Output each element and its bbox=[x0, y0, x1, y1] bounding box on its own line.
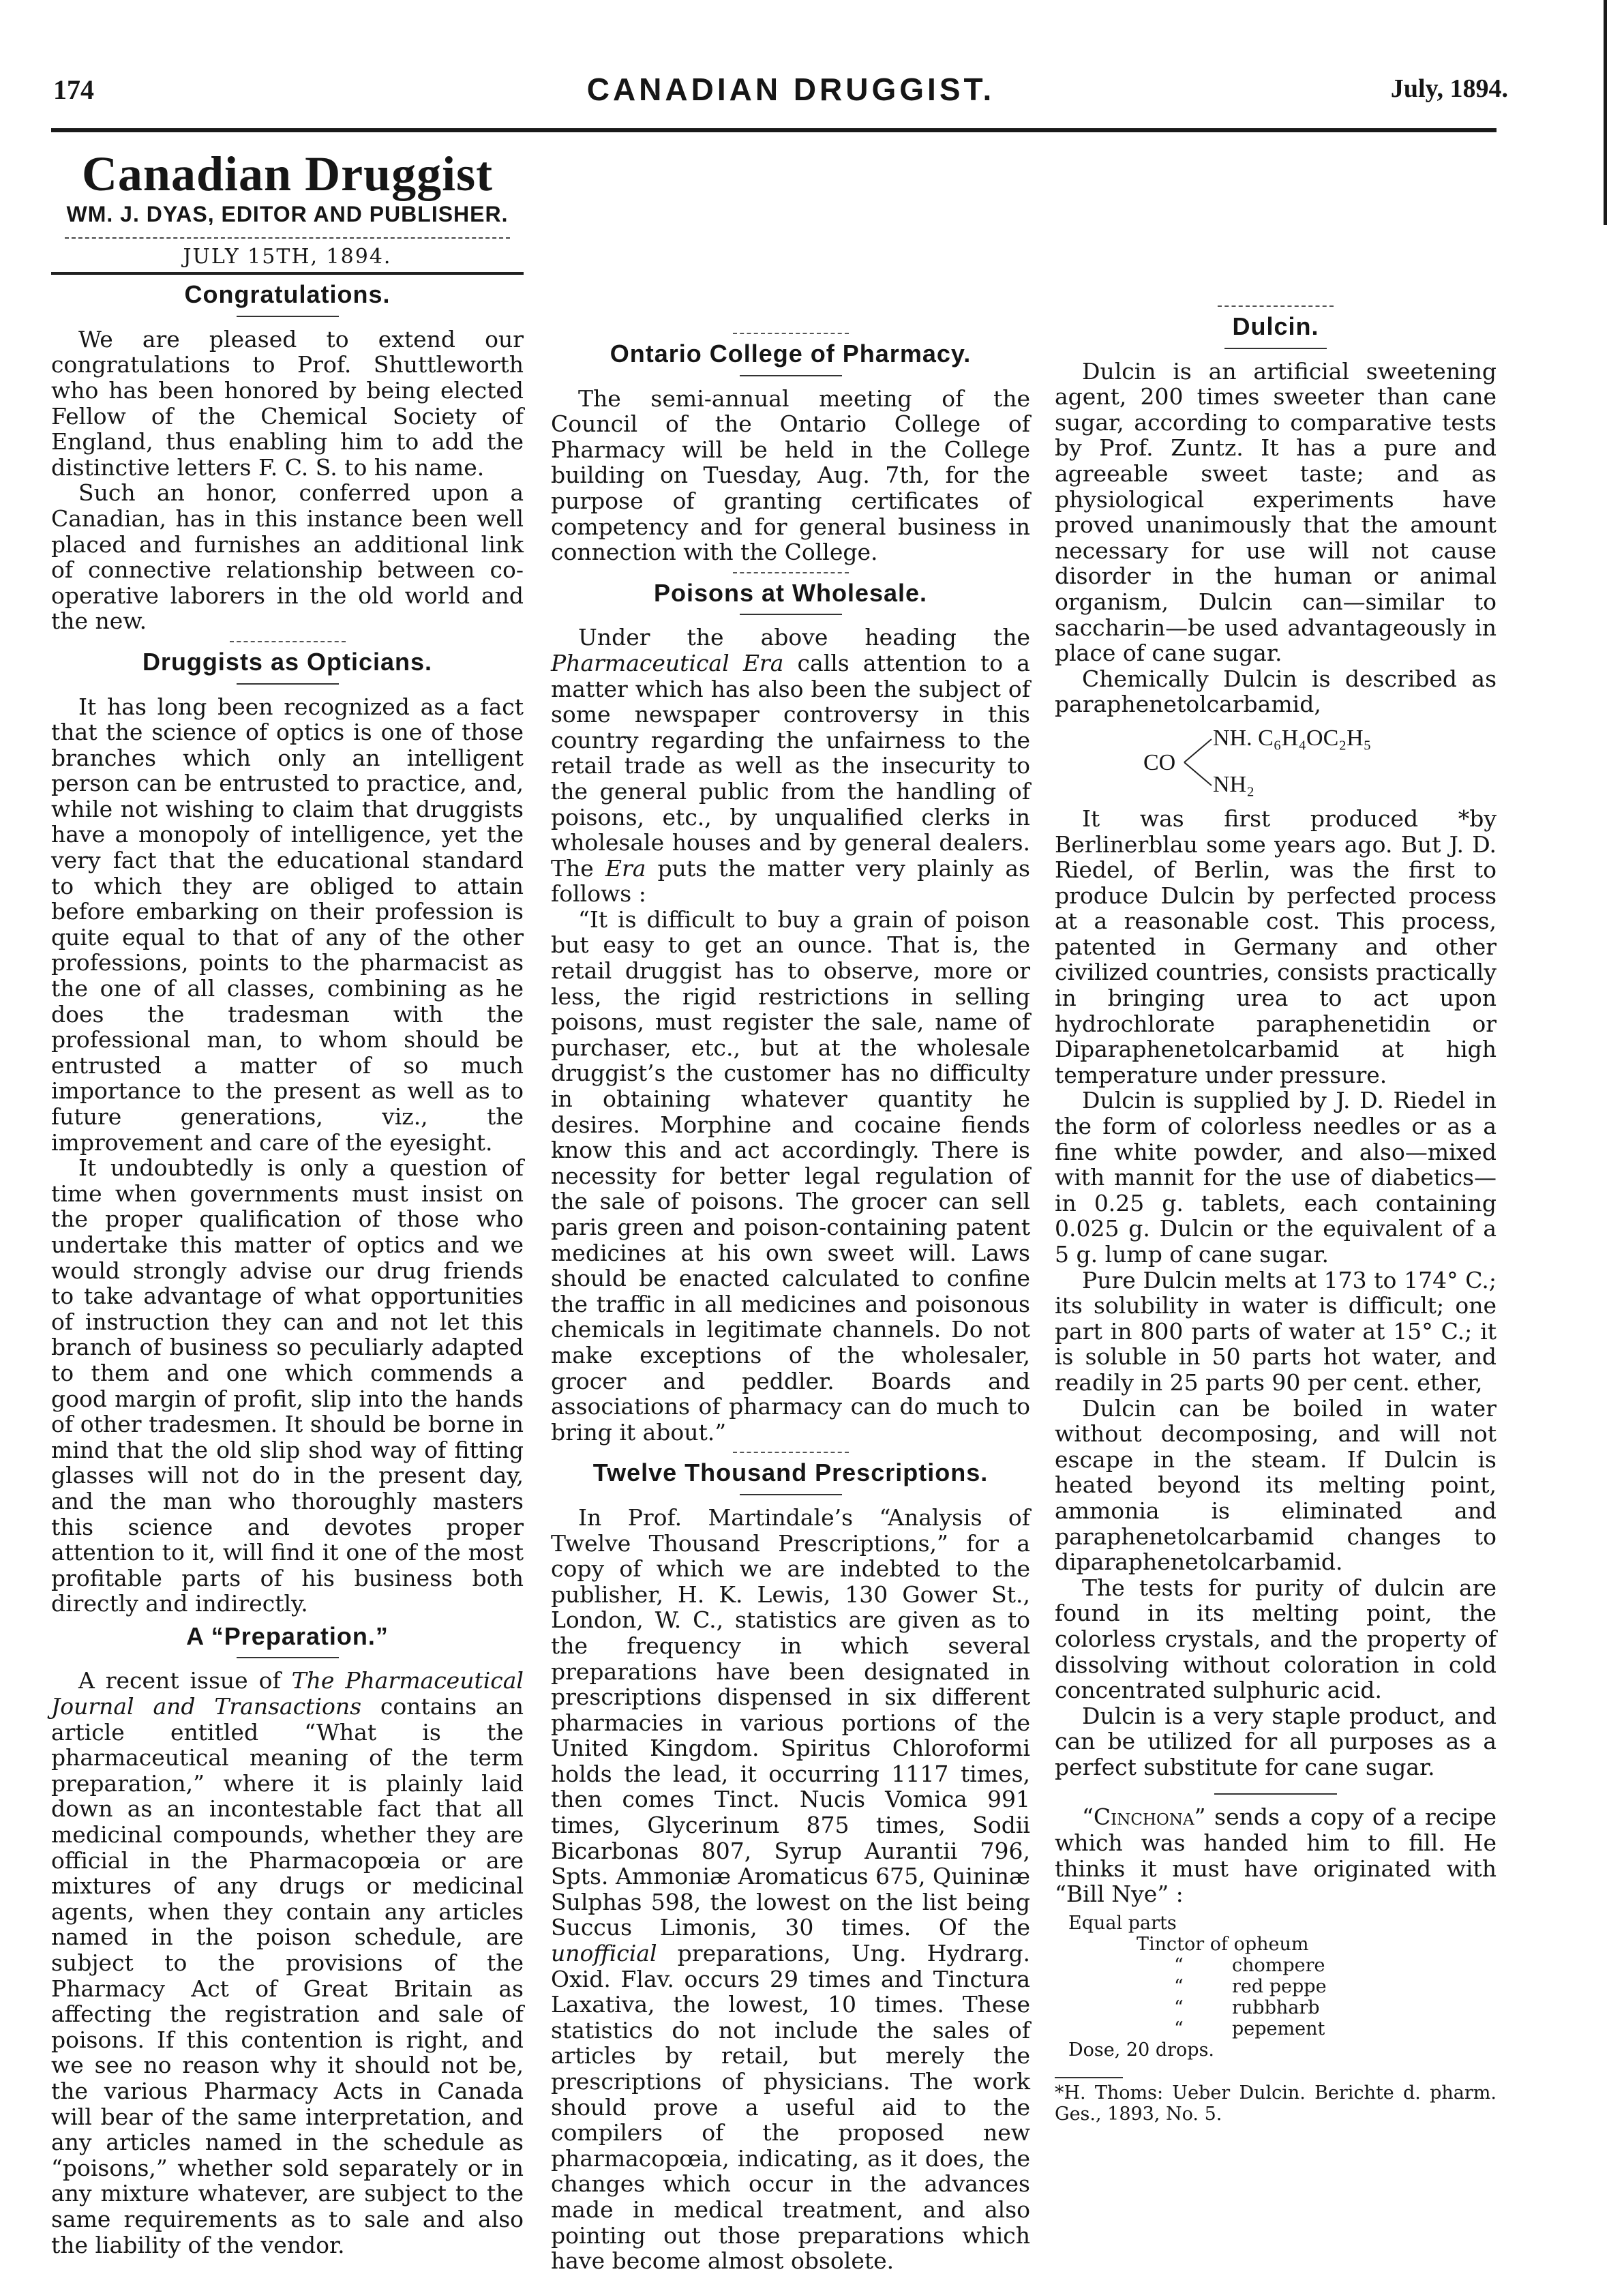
masthead-date: JULY 15TH, 1894. bbox=[183, 244, 392, 269]
divider bbox=[740, 1494, 842, 1495]
column-2 bbox=[551, 162, 1030, 2274]
paragraph: Chemically Dulcin is described as paraphenetolcarbamid, bbox=[1055, 665, 1497, 718]
paragraph: Under the above heading the Pharmaceutical Era calls attention to a matter which has also been the subject of some newspaper controversy in this country regarding the unfairness to the retail trade as well as the insecurity to the general public from the handling of poisons, etc., by unqualified clerks in wholesale houses and by general dealers. The Era puts the matter very plainly as follows : bbox=[551, 624, 1030, 908]
divider bbox=[740, 375, 842, 376]
running-title: CANADIAN DRUGGIST. bbox=[586, 72, 995, 107]
heading-opticians: Druggists as Opticians. bbox=[142, 647, 433, 676]
paragraph: Pure Dulcin melts at 173 to 174° C.; its solubility in water is difficult; one part in 800 parts of water at 15° C.; it is soluble in 50 parts hot water, and readily in 25 parts 90 per cent. ether, bbox=[1055, 1266, 1497, 1396]
column-1 bbox=[51, 146, 524, 2258]
paragraph: Dulcin is an artificial sweetening agent, 200 times sweeter than cane sugar, according to comparative tests by Prof. Zuntz. It has a pure and agreeable sweet taste; and as physiological experiments have proved unanimously that the amount necessary for use will not cause disorder in the human or animal organism, Dulcin can—similar to saccharin—be used advantageously in place of cane sugar. bbox=[1055, 357, 1497, 667]
quotation: “It is difficult to buy a grain of poison but easy to get an ounce. That is, the retail druggist has to observe, more or less, the rigid restrictions in selling poisons, must register the sale, name of purchaser, etc., but at the wholesale druggist’s the customer has no difficulty in obtaining whatever quantity he desires. Morphine and cocaine fiends know this and act accordingly. There is necessity for better legal regulation of the sale of poisons. The grocer can sell paris green and poison-containing patent medicines at his own sweet will. Laws should be enacted calculated to confine the traffic in all medicines and poisonous chemicals in legitimate channels. Do not make exceptions of the wholesaler, grocer and peddler. Boards and associations of pharmacy can do much to bring it about.” bbox=[551, 906, 1030, 1446]
heading-ontario: Ontario College of Pharmacy. bbox=[610, 340, 972, 368]
masthead-rule-bold bbox=[51, 272, 524, 275]
formula-bottom: NH₂ bbox=[1213, 771, 1254, 797]
header-rule bbox=[51, 128, 1497, 132]
heading-preparation: A “Preparation.” bbox=[186, 1621, 389, 1650]
paragraph: We are pleased to extend our congratulations to Prof. Shuttleworth who has been honored by being elected Fellow of the Chemical Society of England, thus enabling him to add the distinctive letters F. C. S. to his name. bbox=[51, 325, 524, 481]
footnote-rule bbox=[1055, 2077, 1123, 2078]
recipe bbox=[1068, 1913, 1497, 2061]
masthead-editor: WM. J. DYAS, EDITOR AND PUBLISHER. bbox=[66, 202, 509, 226]
divider bbox=[733, 572, 849, 573]
paragraph: “Cinchona” sends a copy of a recipe which was handed him to fill. He thinks it must have originated with “Bill Nye” : bbox=[1055, 1804, 1497, 1908]
continued-text-placeholder bbox=[551, 162, 1030, 326]
recipe-item: “ red peppe bbox=[1174, 1975, 1327, 1997]
heading-dulcin: Dulcin. bbox=[1232, 312, 1319, 340]
divider bbox=[1214, 1793, 1337, 1795]
recipe-item: “ rubbharb bbox=[1174, 1996, 1320, 2018]
paragraph: It undoubtedly is only a question of time when governments must insist on the proper qualification of those who undertake this matter of optics and we would strongly advise our drug friends to take advantage of what opportunities of instruction they can and not let this branch of business so peculiarly adapted to them and one which commends a good margin of profit, slip into the hands of other tradesmen. It should be borne in mind that the old slip shod way of fitting glasses will not do in the present day, and the man who thoroughly masters this science and devotes proper attention to it, will find it one of the most profitable parts of his business both directly and indirectly. bbox=[51, 1154, 524, 1617]
paragraph: The tests for purity of dulcin are found in its melting point, the colorless crystals, and the property of dissolving without coloration in cold concentrated sulphuric acid. bbox=[1055, 1574, 1497, 1704]
page-number: 174 bbox=[53, 74, 94, 105]
continued-text-placeholder bbox=[1055, 162, 1497, 299]
issue-date: July, 1894. bbox=[1390, 74, 1508, 103]
formula-top: NH. C₆H₄OC₂H₅ bbox=[1213, 725, 1372, 751]
recipe-item: “ chompere bbox=[1174, 1954, 1325, 1976]
divider bbox=[733, 1452, 849, 1453]
paragraph: It has long been recognized as a fact that the science of optics is one of those branches which only an intelligent person can be entrusted to practice, and, while not wishing to claim that druggists have a monopoly of intelligence, yet the very fact that the educational standard to which they are obliged to attain before embarking on their profession is quite equal to that of any of the other professions, points to the pharmacist as the one of all classes, combining as he does the tradesman with the professional man, to whom should be entrusted a matter of so much importance to the present as well as to future generations, viz., the improvement and care of the eyesight. bbox=[51, 693, 524, 1156]
divider bbox=[740, 614, 842, 615]
formula-co: CO bbox=[1143, 749, 1176, 775]
divider bbox=[230, 641, 346, 642]
page-edge-line bbox=[1604, 0, 1607, 225]
masthead-rule bbox=[65, 237, 510, 240]
chemical-formula bbox=[1055, 723, 1497, 799]
paragraph: Dulcin is a very staple product, and can be utilized for all purposes as a perfect substitute for cane sugar. bbox=[1055, 1702, 1497, 1780]
heading-congratulations: Congratulations. bbox=[184, 280, 391, 309]
paragraph: Dulcin can be boiled in water without decomposing, and will not escape in the steam. If Dulcin is heated beyond its melting point, ammonia is eliminated and paraphenetolcarbamid changes to diparaphenetolcarbamid. bbox=[1055, 1394, 1497, 1576]
divider bbox=[1224, 348, 1327, 349]
column-3 bbox=[1055, 162, 1497, 2125]
divider bbox=[1218, 305, 1334, 307]
paragraph: A recent issue of The Pharmaceutical Journal and Transactions contains an article entitled “What is the pharmaceutical meaning of the term preparation,” where it is plainly laid down as an incontestable fact that all medicinal compounds, whether they are official in the Pharmacopœia or are mixtures of any drugs or medicinal agents, when they contain any articles named in the poison schedule, are subject to the provisions of the Pharmacy Act of Great Britain as affecting the registration and sale of poisons. If this contention is right, and we see no reason why it should not be, the various Pharmacy Acts in Canada will bear of the same interpretation, and any articles named in the schedule as “poisons,” whether sold separately or in any mixture whatever, are subject to the same requirements as to sale and also the liability of the vendor. bbox=[51, 1667, 524, 2258]
divider bbox=[733, 333, 849, 334]
divider bbox=[237, 1657, 339, 1658]
paragraph: In Prof. Martindale’s “Analysis of Twelve Thousand Prescriptions,” for a copy of which we are indebted to the publisher, H. K. Lewis, 130 Gower St., London, W. C., statistics are given as to the frequency in which several preparations have been designated in prescriptions dispensed in six different pharmacies in various portions of the United Kingdom. Spiritus Chloroformi holds the lead, it occurring 1117 times, then comes Tinct. Nucis Vomica 991 times, Glycerinum 875 times, Sodii Bicarbonas 807, Syrup Aurantii 796, Spts. Ammoniæ Aromaticus 675, Quininæ Sulphas 598, the lowest on the list being Succus Limonis, 30 times. Of the unofficial preparations, Ung. Hydrarg. Oxid. Flav. occurs 29 times and Tinctura Laxativa, the lowest, 10 times. These statistics do not include the sales of articles by retail, but merely the prescriptions of physicians. The work should prove a useful aid to the compilers of the proposed new pharmacopœia, indicating, as it does, the changes which occur in the advances made in medical treatment, and also pointing out those preparations which have become almost obsolete. bbox=[551, 1503, 1030, 2274]
recipe-item: Tinctor of opheum bbox=[1137, 1933, 1309, 1955]
paragraph: It was first produced *by Berlinerblau some years ago. But J. D. Riedel, of Berlin, was the first to produce Dulcin by perfected process at a reasonable cost. This process, patented in Germany and other civilized countries, consists practically in bringing urea to act upon hydrochlorate paraphenetidin or Diparaphenetolcarbamid at high temperature under pressure. bbox=[1055, 805, 1497, 1088]
recipe-dose: Dose, 20 drops. bbox=[1068, 2039, 1215, 2061]
footnote: *H. Thoms: Ueber Dulcin. Berichte d. pharm. Ges., 1893, No. 5. bbox=[1055, 2082, 1497, 2125]
paragraph: Such an honor, conferred upon a Canadian, has in this instance been well placed and furnishes an additional link of connective relationship between co-operative laborers in the old world and the new. bbox=[51, 479, 524, 635]
recipe-equal-parts: Equal parts bbox=[1068, 1912, 1177, 1934]
divider bbox=[237, 683, 339, 685]
divider bbox=[237, 316, 339, 317]
heading-prescriptions: Twelve Thousand Prescriptions. bbox=[592, 1458, 989, 1487]
masthead-title: Canadian Druggist bbox=[81, 147, 494, 201]
recipe-item: “ pepement bbox=[1174, 2018, 1325, 2039]
heading-poisons: Poisons at Wholesale. bbox=[653, 578, 928, 607]
paragraph: Dulcin is supplied by J. D. Riedel in the form of colorless needles or as a fine white powder, and also—mixed with mannit for the use of diabetics—in 0.25 g. tablets, each containing 0.025 g. Dulcin or the equivalent of a 5 g. lump of cane sugar. bbox=[1055, 1087, 1497, 1268]
paragraph: The semi-annual meeting of the Council of the Ontario College of Pharmacy will be held in the College building on Tuesday, Aug. 7th, for the purpose of granting certificates of competency and for general business in connection with the College. bbox=[551, 385, 1030, 566]
